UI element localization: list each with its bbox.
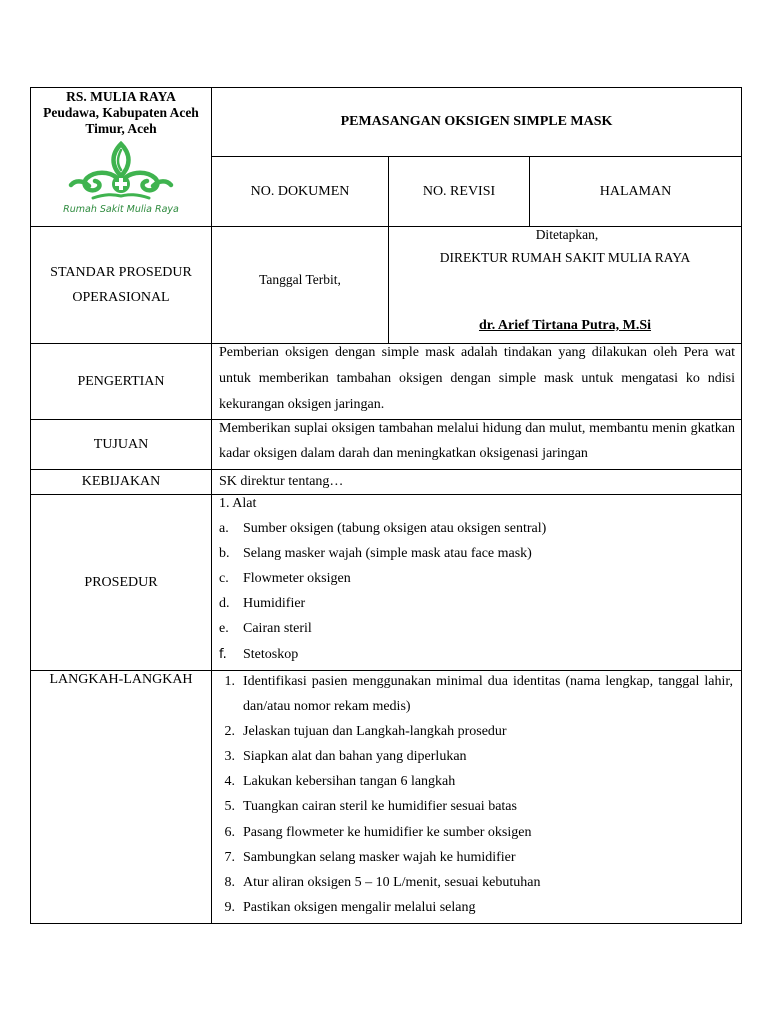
step-number: 2. bbox=[224, 724, 235, 739]
step-text: Siapkan alat dan bahan yang diperlukan bbox=[243, 749, 467, 764]
prosedur-label: PROSEDUR bbox=[84, 574, 158, 590]
step-text: Sambungkan selang masker wajah ke humidifier bbox=[243, 850, 516, 865]
logo-text: Rumah Sakit Mulia Raya bbox=[63, 204, 179, 215]
list-marker: e. bbox=[219, 621, 229, 636]
list-item bbox=[219, 569, 351, 589]
no-revisi-label: NO. REVISI bbox=[422, 183, 496, 199]
list-marker: f. bbox=[219, 647, 227, 662]
step-text: Lakukan kebersihan tangan 6 langkah bbox=[243, 774, 456, 789]
step-number: 7. bbox=[224, 850, 235, 865]
list-marker: c. bbox=[219, 571, 229, 586]
step-number: 5. bbox=[224, 799, 235, 814]
step-text: Pastikan oksigen mengalir melalui selang bbox=[243, 900, 476, 915]
step-text: Identifikasi pasien menggunakan minimal dua identitas (nama lengkap, tanggal lahir, dan/atau nomor rekam medis) bbox=[243, 674, 733, 714]
list-item bbox=[211, 669, 733, 719]
hospital-info-cell bbox=[31, 88, 211, 226]
pengertian-text: Pemberian oksigen dengan simple mask adalah tindakan yang dilakukan oleh Pera wat untuk memberikan tambahan oksigen dengan simple mask untuk mengatasi ko ndisi kekurangan oksigen jaringan. bbox=[219, 345, 735, 412]
list-item bbox=[211, 870, 733, 895]
list-item bbox=[211, 845, 733, 870]
step-text: Atur aliran oksigen 5 – 10 L/menit, sesuai kebutuhan bbox=[243, 875, 541, 890]
list-item-text: Cairan steril bbox=[243, 621, 312, 636]
list-marker: a. bbox=[219, 521, 229, 536]
alat-heading: 1. Alat bbox=[219, 496, 257, 511]
list-marker: b. bbox=[219, 546, 230, 561]
list-item bbox=[219, 544, 532, 564]
step-number: 8. bbox=[224, 875, 235, 890]
step-number: 6. bbox=[224, 825, 235, 840]
list-item-text: Humidifier bbox=[243, 596, 306, 611]
ditetapkan-label: Ditetapkan, bbox=[535, 227, 599, 242]
director-title: DIREKTUR RUMAH SAKIT MULIA RAYA bbox=[439, 250, 691, 265]
document-title: PEMASANGAN OKSIGEN SIMPLE MASK bbox=[340, 114, 613, 129]
list-item-text: Stetoskop bbox=[243, 647, 299, 662]
halaman-label: HALAMAN bbox=[599, 183, 672, 199]
list-item bbox=[211, 794, 733, 819]
step-number: 4. bbox=[224, 774, 235, 789]
list-item bbox=[211, 820, 733, 845]
sop-label: STANDAR PROSEDUR bbox=[50, 265, 192, 280]
hospital-address: Peudawa, Kabupaten Aceh bbox=[43, 105, 199, 120]
pengertian-label: PENGERTIAN bbox=[77, 373, 165, 389]
langkah-label: LANGKAH-LANGKAH bbox=[49, 672, 193, 687]
list-item bbox=[219, 619, 312, 639]
tujuan-label: TUJUAN bbox=[93, 436, 149, 452]
director-name: dr. Arief Tirtana Putra, M.Si bbox=[478, 318, 652, 333]
list-item bbox=[211, 895, 733, 920]
kebijakan-label: KEBIJAKAN bbox=[81, 474, 161, 489]
list-item-text: Flowmeter oksigen bbox=[243, 571, 351, 586]
no-dokumen-label: NO. DOKUMEN bbox=[250, 183, 350, 199]
tanggal-terbit: Tanggal Terbit, bbox=[259, 272, 341, 287]
step-number: 3. bbox=[224, 749, 235, 764]
sop-label: OPERASIONAL bbox=[72, 290, 170, 305]
table-border-bottom bbox=[30, 923, 742, 924]
step-text: Pasang flowmeter ke humidifier ke sumber oksigen bbox=[243, 825, 532, 840]
list-item bbox=[211, 769, 733, 794]
list-marker: d. bbox=[219, 596, 230, 611]
tujuan-text: Memberikan suplai oksigen tambahan melalui hidung dan mulut, membantu menin gkatkan kadar oksigen dalam darah dan meningkatkan oksigenasi jaringan bbox=[219, 421, 735, 461]
list-item bbox=[219, 594, 305, 614]
hospital-logo-icon bbox=[31, 140, 211, 206]
list-item bbox=[219, 519, 546, 539]
table-border-right bbox=[741, 87, 742, 924]
list-item bbox=[211, 719, 733, 744]
step-text: Jelaskan tujuan dan Langkah-langkah prosedur bbox=[243, 724, 507, 739]
step-text: Tuangkan cairan steril ke humidifier sesuai batas bbox=[243, 799, 517, 814]
list-item bbox=[219, 645, 298, 665]
list-item-text: Selang masker wajah (simple mask atau face mask) bbox=[243, 546, 532, 561]
step-number: 9. bbox=[224, 900, 235, 915]
list-item-text: Sumber oksigen (tabung oksigen atau oksigen sentral) bbox=[243, 521, 547, 536]
hospital-address: Timur, Aceh bbox=[85, 121, 157, 136]
list-item bbox=[211, 744, 733, 769]
step-number: 1. bbox=[224, 674, 235, 689]
hospital-name: RS. MULIA RAYA bbox=[66, 89, 176, 104]
kebijakan-text: SK direktur tentang… bbox=[219, 474, 344, 489]
hospital-logo bbox=[31, 140, 211, 220]
sop-label-cell bbox=[31, 227, 211, 343]
